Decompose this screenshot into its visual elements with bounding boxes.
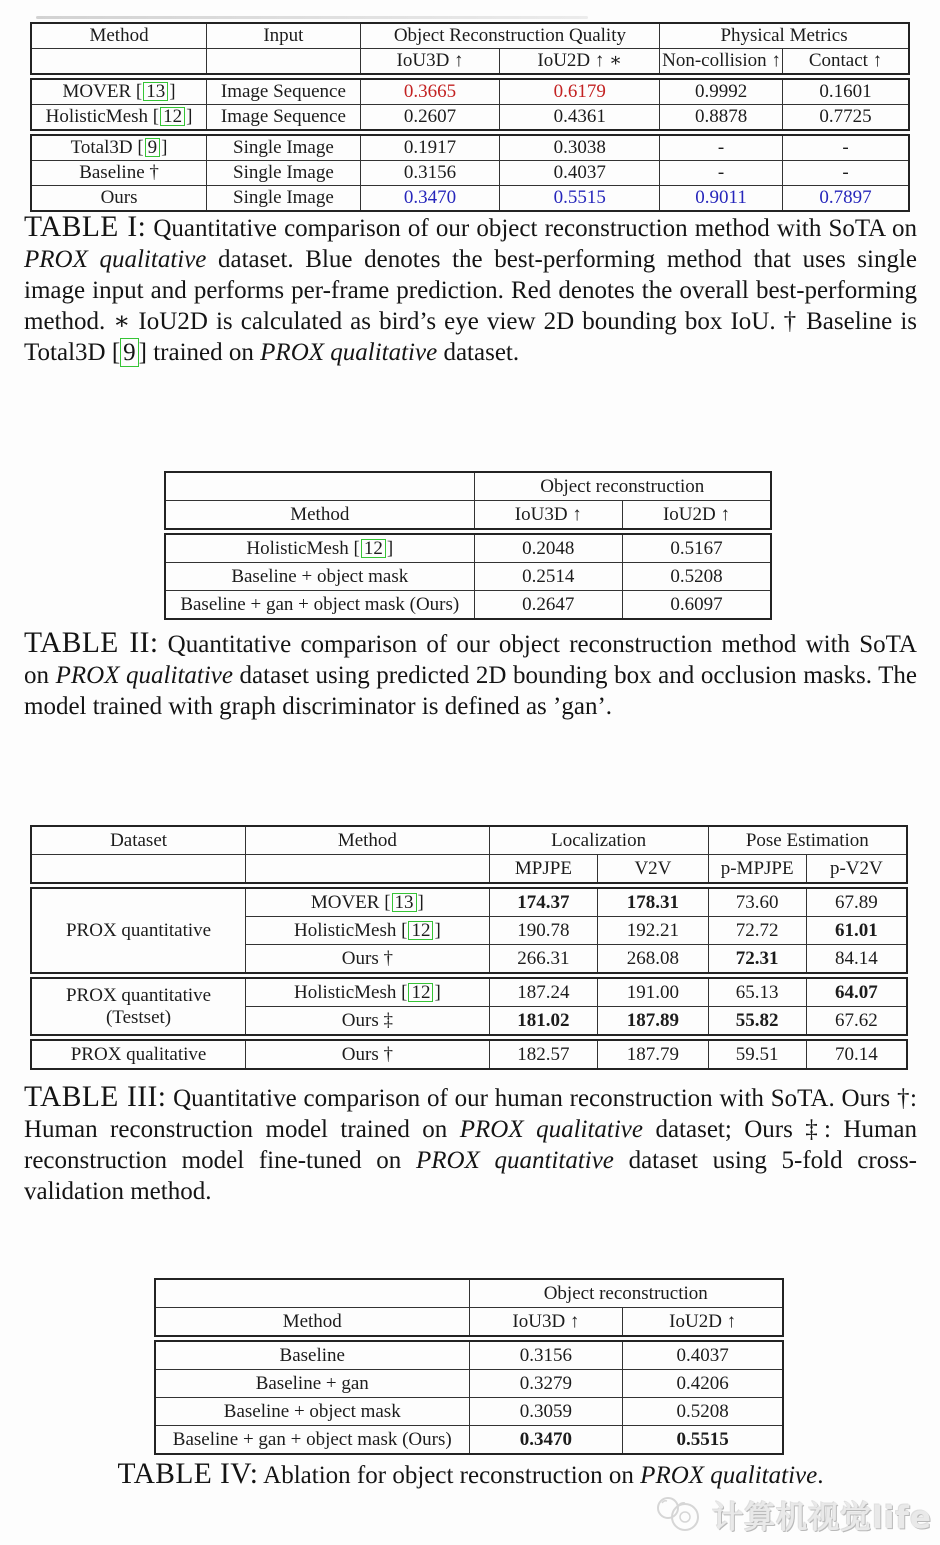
table-cell: 0.5208 — [623, 1398, 783, 1426]
caption-text: dataset; Ours ‡: Human reconstruction model fine-tuned on — [24, 1116, 917, 1174]
header-cell: Method — [246, 826, 490, 855]
table-cell: Image Sequence — [207, 79, 361, 105]
header-cell: IoU3D ↑ — [469, 1308, 623, 1337]
table-cell: 0.5515 — [500, 186, 660, 212]
caption-text: Quantitative comparison of our human reconstruction with SoTA. Ours †: Human reconstruction model trained on — [24, 1085, 917, 1143]
table-cell: Baseline — [155, 1341, 469, 1370]
caption-text: trained on — [146, 339, 261, 366]
table-3-caption — [24, 1082, 917, 1207]
caption-text: dataset. — [437, 339, 520, 366]
table-cell: Baseline + object mask — [155, 1398, 469, 1426]
table-cell: - — [783, 161, 909, 186]
table-cell: 0.1601 — [783, 79, 909, 105]
table-cell: 0.4361 — [500, 105, 660, 131]
table-cell: 0.6097 — [623, 591, 771, 620]
citation-link[interactable]: 12 — [408, 921, 433, 940]
table-cell: 73.60 — [708, 888, 806, 917]
header-cell: IoU3D ↑ — [474, 501, 622, 530]
caption-text: PROX qualitative — [24, 246, 207, 273]
header-cell: Pose Estimation — [708, 826, 907, 855]
header-cell: IoU2D ↑ — [623, 501, 771, 530]
table-cell: 178.31 — [598, 888, 708, 917]
header-cell: Object reconstruction — [474, 472, 771, 501]
watermark — [654, 1492, 932, 1537]
table-cell: 268.08 — [598, 945, 708, 974]
table-cell: MOVER [ 13 ] — [246, 888, 490, 917]
table-cell: HolisticMesh [ 12 ] — [31, 105, 207, 131]
header-cell — [31, 49, 207, 75]
table-cell: Ours ‡ — [246, 1007, 490, 1036]
header-cell — [31, 855, 246, 884]
header-cell: V2V — [598, 855, 708, 884]
table-cell: 0.2514 — [474, 563, 622, 591]
table-cell: 187.89 — [598, 1007, 708, 1036]
table-cell: 0.5208 — [623, 563, 771, 591]
table-cell: 0.5515 — [623, 1426, 783, 1455]
table-cell: 0.4037 — [500, 161, 660, 186]
table-cell: 72.72 — [708, 917, 806, 945]
header-cell: p-MPJPE — [708, 855, 806, 884]
header-cell — [165, 472, 474, 501]
table-cell: 187.24 — [489, 978, 598, 1007]
table-cell: 0.2647 — [474, 591, 622, 620]
table-cell: 182.57 — [489, 1040, 598, 1069]
caption-text: PROX qualitative — [459, 1116, 643, 1143]
table-cell: 187.79 — [598, 1040, 708, 1069]
header-cell: Physical Metrics — [660, 23, 909, 49]
watermark-text: 计算机视觉life — [712, 1500, 932, 1536]
caption-text: Quantitative comparison of our object reconstruction method with SoTA on — [24, 631, 917, 689]
header-cell — [155, 1279, 469, 1308]
table-cell: 0.3156 — [360, 161, 500, 186]
table-cell: Single Image — [207, 161, 361, 186]
table-cell: 0.3470 — [469, 1426, 623, 1455]
caption-text: PROX qualitative — [640, 1462, 818, 1489]
table-cell: 0.8878 — [660, 105, 783, 131]
table-cell: 0.1917 — [360, 135, 500, 161]
table-1-caption: TABLE I: Quantitative comparison of our object reconstruction method with SoTA on PROX qualitative dataset. Blue denotes the best-performing method that uses single image input and performs per-frame prediction. Red denotes the overall best-performing method. ∗ IoU2D is calculated as bird’s eye view 2D bounding box IoU. † Baseline is Total3D [ 9 ] trained on PROX qualitative dataset. — [24, 211, 917, 366]
table-cell: 192.21 — [598, 917, 708, 945]
table-cell: - — [783, 135, 909, 161]
caption-label: TABLE IV: — [117, 1458, 259, 1490]
table-cell: MOVER [ 13 ] — [31, 79, 207, 105]
table-cell: 0.9011 — [660, 186, 783, 212]
table-cell: 64.07 — [806, 978, 907, 1007]
caption-text: PROX quantitative — [415, 1147, 614, 1174]
table-cell: 65.13 — [708, 978, 806, 1007]
table-cell: 72.31 — [708, 945, 806, 974]
table-cell: 174.37 — [489, 888, 598, 917]
caption-label: TABLE II: — [24, 627, 159, 659]
table-cell: Ours † — [246, 1040, 490, 1069]
table-cell: 61.01 — [806, 917, 907, 945]
header-cell: Contact ↑ — [783, 49, 909, 75]
table-cell: 0.3279 — [469, 1370, 623, 1398]
page-top-artifact — [36, 16, 588, 19]
header-cell: Non-collision ↑ — [660, 49, 783, 75]
table-cell: 67.62 — [806, 1007, 907, 1036]
table-cell: - — [660, 135, 783, 161]
table-cell: 84.14 — [806, 945, 907, 974]
caption-text: . — [817, 1462, 824, 1489]
table-cell: 191.00 — [598, 978, 708, 1007]
header-cell: Method — [165, 501, 474, 530]
table-cell: Baseline + gan + object mask (Ours) — [165, 591, 474, 620]
table-cell: 59.51 — [708, 1040, 806, 1069]
table-4-ablation — [154, 1278, 784, 1455]
table-cell: PROX quantitative — [31, 888, 246, 973]
table-cell: 0.3665 — [360, 79, 500, 105]
table-cell: 0.3059 — [469, 1398, 623, 1426]
header-cell — [207, 49, 361, 75]
header-cell: Method — [155, 1308, 469, 1337]
table-cell: 0.2607 — [360, 105, 500, 131]
header-cell: IoU2D ↑ — [623, 1308, 783, 1337]
table-cell: Single Image — [207, 186, 361, 212]
citation-link[interactable]: 13 — [392, 893, 417, 912]
table-1-object-reconstruction-comparison — [30, 22, 910, 212]
table-cell: 0.2048 — [474, 534, 622, 563]
table-2-predicted-bbox-comparison — [164, 471, 772, 620]
header-cell: Method — [31, 23, 207, 49]
citation-link[interactable]: 12 — [408, 983, 433, 1002]
table-cell: 0.3470 — [360, 186, 500, 212]
caption-text: PROX qualitative — [55, 662, 233, 689]
table-cell: HolisticMesh [ 12 ] — [246, 917, 490, 945]
table-cell: Ours † — [246, 945, 490, 974]
citation-link[interactable]: 13 — [143, 82, 168, 101]
table-cell: Single Image — [207, 135, 361, 161]
citation-link[interactable]: 12 — [160, 107, 185, 126]
table-cell: 0.6179 — [500, 79, 660, 105]
header-cell: Dataset — [31, 826, 246, 855]
table-cell: Image Sequence — [207, 105, 361, 131]
table-cell: 0.5167 — [623, 534, 771, 563]
table-cell: HolisticMesh [ 12 ] — [246, 978, 490, 1007]
header-cell — [246, 855, 490, 884]
header-cell: p-V2V — [806, 855, 907, 884]
citation-link[interactable]: 9 — [145, 138, 161, 157]
table-cell: 55.82 — [708, 1007, 806, 1036]
table-cell: 0.3038 — [500, 135, 660, 161]
header-cell: Localization — [489, 826, 708, 855]
table-cell: 266.31 — [489, 945, 598, 974]
table-4-caption — [24, 1459, 917, 1491]
table-3-human-reconstruction-comparison — [30, 825, 908, 1070]
header-cell: MPJPE — [489, 855, 598, 884]
table-cell: Ours — [31, 186, 207, 212]
caption-text: Quantitative comparison of our object reconstruction method with SoTA on — [146, 215, 917, 242]
header-cell: Object Reconstruction Quality — [360, 23, 659, 49]
table-cell: 0.7725 — [783, 105, 909, 131]
table-cell: 0.7897 — [783, 186, 909, 212]
table-cell: 0.4206 — [623, 1370, 783, 1398]
caption-label: TABLE I: — [24, 211, 147, 243]
table-cell: 0.3156 — [469, 1341, 623, 1370]
table-cell: 190.78 — [489, 917, 598, 945]
watermark-logo-icon — [654, 1493, 706, 1537]
caption-text: dataset using predicted 2D bounding box and occlusion masks. The model trained with graph discriminator is defined as ’gan’. — [24, 662, 917, 720]
table-cell: - — [660, 161, 783, 186]
header-cell: Object reconstruction — [469, 1279, 783, 1308]
table-cell: 0.4037 — [623, 1341, 783, 1370]
table-cell: HolisticMesh [ 12 ] — [165, 534, 474, 563]
table-cell: Baseline + object mask — [165, 563, 474, 591]
table-cell: PROX quantitative (Testset) — [31, 978, 246, 1035]
citation-link[interactable]: 9 — [120, 338, 139, 367]
table-cell: 67.89 — [806, 888, 907, 917]
header-cell: IoU3D ↑ — [360, 49, 500, 75]
header-cell: IoU2D ↑ ∗ — [500, 49, 660, 75]
table-cell: 0.9992 — [660, 79, 783, 105]
caption-label: TABLE III: — [24, 1081, 167, 1113]
caption-text: dataset using 5-fold cross-validation method. — [24, 1147, 917, 1205]
table-cell: Baseline † — [31, 161, 207, 186]
table-cell: 181.02 — [489, 1007, 598, 1036]
caption-text: Ablation for object reconstruction on — [258, 1462, 641, 1489]
table-cell: Baseline + gan — [155, 1370, 469, 1398]
citation-link[interactable]: 12 — [361, 539, 386, 558]
table-2-caption — [24, 628, 917, 722]
table-cell: Total3D [ 9 ] — [31, 135, 207, 161]
caption-text: PROX qualitative — [260, 339, 438, 366]
table-cell: Baseline + gan + object mask (Ours) — [155, 1426, 469, 1455]
table-cell: PROX qualitative — [31, 1040, 246, 1069]
header-cell: Input — [207, 23, 361, 49]
table-cell: 70.14 — [806, 1040, 907, 1069]
caption-text: dataset. Blue denotes the best-performing method that uses single image input and performs per-frame prediction. Red denotes the overall best-performing method. ∗ IoU2D is calculated as bird’s eye view 2D bounding box IoU. † Baseline is Total3D — [24, 246, 917, 366]
